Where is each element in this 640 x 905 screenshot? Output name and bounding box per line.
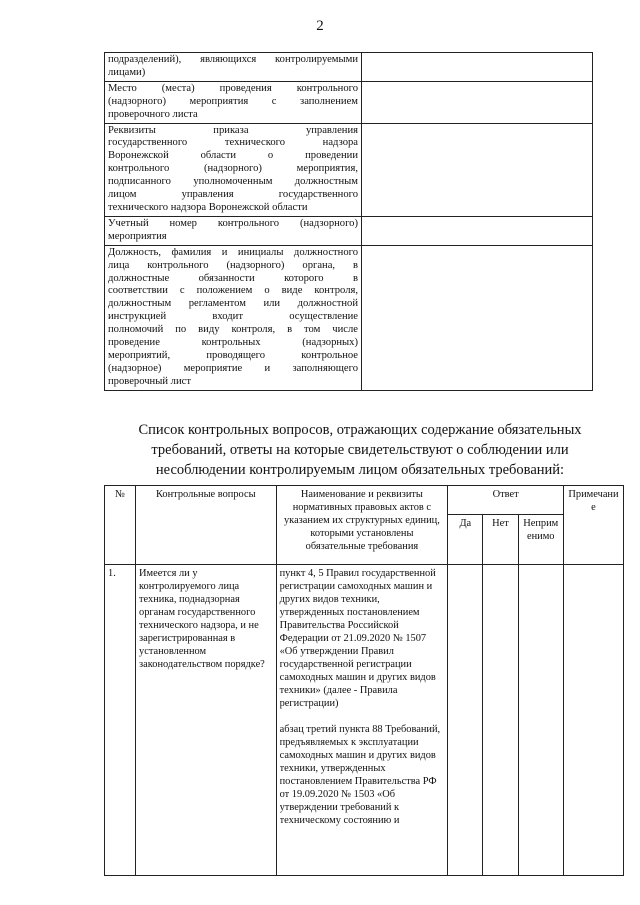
row-question: Имеется ли у контролируемого лица техника, поднадзорная органам государственного технического надзора, и не зарегистрированная в установленном законодательством порядке? [136, 565, 277, 876]
checklist-title [100, 420, 620, 480]
row-answer-not-applicable[interactable] [518, 565, 563, 876]
info-label-line: инструкцией входит осуществление [108, 311, 358, 323]
row-answer-no[interactable] [483, 565, 518, 876]
info-label-line: лицами) [108, 66, 146, 78]
info-row [105, 216, 593, 245]
info-label-line: государственного технического надзора [108, 137, 358, 149]
page-number: 2 [316, 18, 324, 34]
info-row [105, 53, 593, 82]
row-answer-yes[interactable] [448, 565, 483, 876]
info-label [105, 216, 362, 245]
header-norms: Наименование и реквизиты нормативных правовых актов с указанием их структурных единиц, которыми установлены обязательные требования [276, 486, 448, 565]
header-not-applicable-text: Неприменимо [523, 518, 559, 543]
info-label-line: должностные обязанности которого в [108, 272, 358, 284]
info-label-line: Место (места) проведения контрольного [108, 82, 358, 94]
table-row [105, 565, 624, 876]
info-value[interactable] [362, 123, 593, 216]
info-label-line: проверочного листа [108, 108, 198, 120]
checklist-title-line: требований, ответы на которые свидетельствуют о соблюдении или [151, 442, 569, 458]
row-number: 1. [105, 565, 136, 876]
info-label [105, 53, 362, 82]
info-label [105, 123, 362, 216]
header-no: Нет [483, 515, 518, 565]
checklist-title-line: несоблюдении контролируемым лицом обязательных требований: [155, 462, 565, 478]
info-label-line: контрольного (надзорного) мероприятия, [108, 163, 358, 175]
info-label-line: Реквизиты приказа управления [108, 124, 358, 136]
info-label-line: мероприятия [108, 230, 167, 242]
row-norms [276, 565, 448, 876]
info-value[interactable] [362, 216, 593, 245]
info-value[interactable] [362, 81, 593, 123]
info-label-line: лица контрольного (надзорного) органа, в [108, 259, 358, 271]
checklist-title-line: Список контрольных вопросов, отражающих содержание обязательных [138, 422, 582, 438]
info-label [105, 81, 362, 123]
info-label-line: технического надзора Воронежской области [108, 201, 308, 213]
row-note[interactable] [563, 565, 623, 876]
info-table [104, 52, 593, 391]
checklist-table [104, 485, 624, 876]
header-note-text: Примечание [568, 489, 619, 513]
info-label-line: Воронежской области о проведении [108, 150, 358, 162]
info-label-line: полномочий по виду контроля, в том числе [108, 324, 358, 336]
info-row [105, 81, 593, 123]
info-value[interactable] [362, 245, 593, 390]
info-label-line: должностным регламентом или должностной [108, 298, 358, 310]
info-label-line: подписанного уполномоченным должностным [108, 176, 358, 188]
info-label [105, 245, 362, 390]
info-label-line: (надзорного) мероприятия с заполнением [108, 95, 358, 107]
header-not-applicable [518, 515, 563, 565]
info-label-line: проведение контрольных (надзорных) [108, 337, 358, 349]
info-label-line: проверочный лист [108, 375, 191, 387]
header-answer: Ответ [448, 486, 564, 515]
info-label-line: соответствии с положением о виде контроля, [108, 285, 358, 297]
info-row [105, 123, 593, 216]
header-questions: Контрольные вопросы [136, 486, 277, 565]
info-label-line: мероприятий, проводящего контрольное [108, 349, 358, 361]
row-norms-part1: пункт 4, 5 Правил государственной регистрации самоходных машин и других видов техники, утвержденных постановлением Правительства Российской Федерации от 21.09.2020 № 1507 «Об утверждении Правил государственной регистрации самоходных машин и других видов техники» (далее - Правила регистрации) [279, 568, 436, 709]
info-label-line: (надзорное) мероприятие и заполняющего [108, 362, 358, 374]
header-note [563, 486, 623, 565]
header-yes: Да [448, 515, 483, 565]
header-number: № [105, 486, 136, 565]
info-value[interactable] [362, 53, 593, 82]
info-label-line: лицом управления государственного [108, 189, 358, 201]
row-norms-part2: абзац третий пункта 88 Требований, предъявляемых к эксплуатации самоходных машин и других видов техники, утвержденных постановлением Правительства РФ от 19.09.2020 № 1503 «Об утверждении требований к техническому состоянию и [279, 724, 441, 826]
info-label-line: Учетный номер контрольного (надзорного) [108, 217, 358, 229]
info-label-line: подразделений), являющихся контролируемыми [108, 54, 358, 65]
info-row [105, 245, 593, 390]
info-label-line: Должность, фамилия и инициалы должностного [108, 246, 358, 258]
